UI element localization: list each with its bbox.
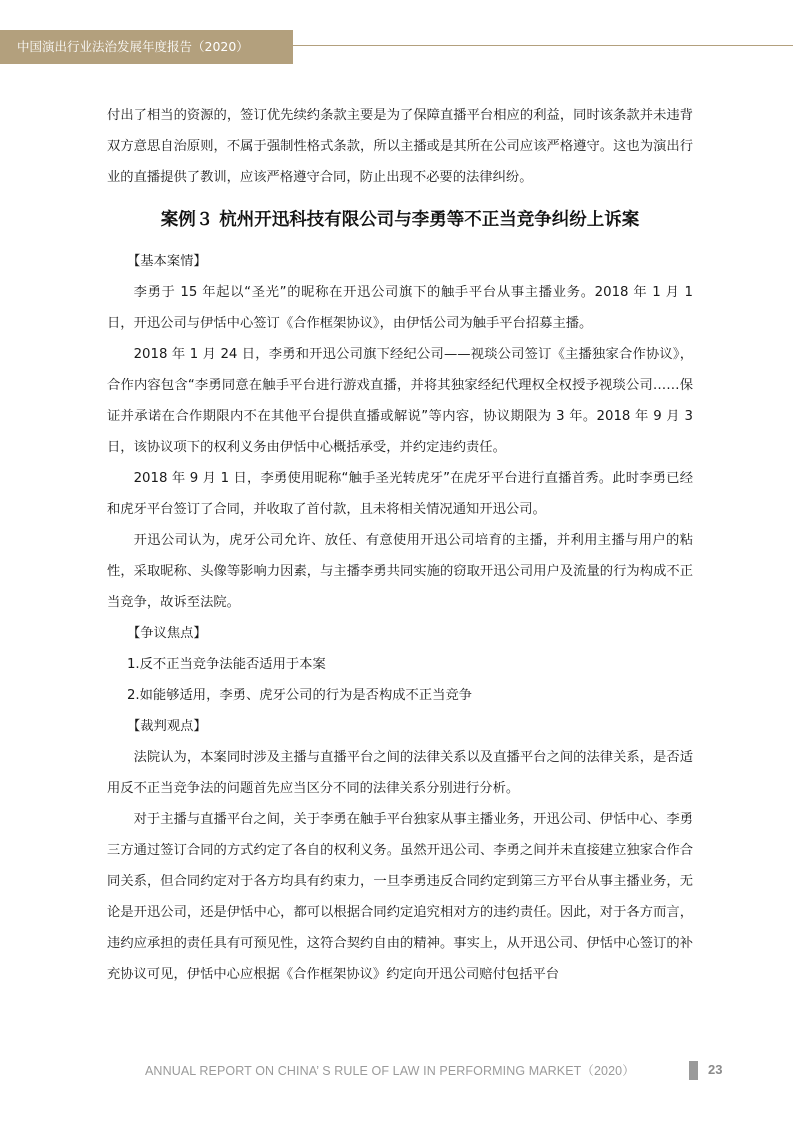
- section-label-basic-facts: 【基本案情】: [126, 254, 207, 269]
- case-title: 案例３ 杭州开迅科技有限公司与李勇等不正当竞争纠纷上诉案: [160, 210, 640, 230]
- facts-paragraph: 李勇于 15 年起以“圣光”的昵称在开迅公司旗下的触手平台从事主播业务。2018 年 1 月 1 日，开迅公司与伊恬中心签订《合作框架协议》，由伊恬公司为触手平台招募主播。: [107, 285, 693, 331]
- intro-paragraph: 付出了相当的资源的，签订优先续约条款主要是为了保障直播平台相应的利益，同时该条款并未违背双方意思自治原则，不属于强制性格式条款，所以主播或是其所在公司应该严格遵守。这也为演出行业的直播提供了教训，应该严格遵守合同，防止出现不必要的法律纠纷。: [107, 108, 693, 185]
- dispute-item: 2.如能够适用，李勇、虎牙公司的行为是否构成不正当竞争: [126, 688, 473, 703]
- section-label-dispute: 【争议焦点】: [126, 626, 207, 641]
- running-footer-title: ANNUAL REPORT ON CHINA’ S RULE OF LAW IN PERFORMING MARKET（2020）: [145, 1064, 635, 1078]
- facts-paragraph: 开迅公司认为，虎牙公司允许、放任、有意使用开迅公司培育的主播，并利用主播与用户的粘性，采取昵称、头像等影响力因素，与主播李勇共同实施的窃取开迅公司用户及流量的行为构成不正当竞争，故诉至法院。: [107, 533, 693, 610]
- facts-paragraph: 2018 年 1 月 24 日，李勇和开迅公司旗下经纪公司——视琰公司签订《主播独家合作协议》，合作内容包含“李勇同意在触手平台进行游戏直播，并将其独家经纪代理权全权授予视琰公司……保证并承诺在合作期限内不在其他平台提供直播或解说”等内容，协议期限为 3 年。2018 年 9 月 3 日，该协议项下的权利义务由伊恬中心概括承受，并约定违约责任。: [107, 347, 693, 455]
- facts-paragraph: 2018 年 9 月 1 日，李勇使用昵称“触手圣光转虎牙”在虎牙平台进行直播首秀。此时李勇已经和虎牙平台签订了合同，并收取了首付款，且未将相关情况通知开迅公司。: [107, 471, 693, 517]
- section-label-judgment: 【裁判观点】: [126, 719, 207, 734]
- footer-marker-bar: [689, 1061, 698, 1080]
- page-body: [107, 100, 693, 990]
- judgment-paragraph: 法院认为，本案同时涉及主播与直播平台之间的法律关系以及直播平台之间的法律关系，是否适用反不正当竞争法的问题首先应当区分不同的法律关系分别进行分析。: [107, 750, 693, 796]
- page-number: 23: [708, 1062, 723, 1077]
- dispute-item: 1.反不正当竞争法能否适用于本案: [126, 657, 326, 672]
- header-rule: [293, 45, 793, 46]
- running-header-title: 中国演出行业法治发展年度报告（2020）: [17, 39, 249, 54]
- header-band: [0, 30, 293, 64]
- judgment-paragraph: 对于主播与直播平台之间，关于李勇在触手平台独家从事主播业务，开迅公司、伊恬中心、李勇三方通过签订合同的方式约定了各自的权利义务。虽然开迅公司、李勇之间并未直接建立独家合作合同关系，但合同约定对于各方均具有约束力，一旦李勇违反合同约定到第三方平台从事主播业务，无论是开迅公司，还是伊恬中心，都可以根据合同约定追究相对方的违约责任。因此，对于各方而言，违约应承担的责任具有可预见性，这符合契约自由的精神。事实上，从开迅公司、伊恬中心签订的补充协议可见，伊恬中心应根据《合作框架协议》约定向开迅公司赔付包括平台: [107, 812, 693, 982]
